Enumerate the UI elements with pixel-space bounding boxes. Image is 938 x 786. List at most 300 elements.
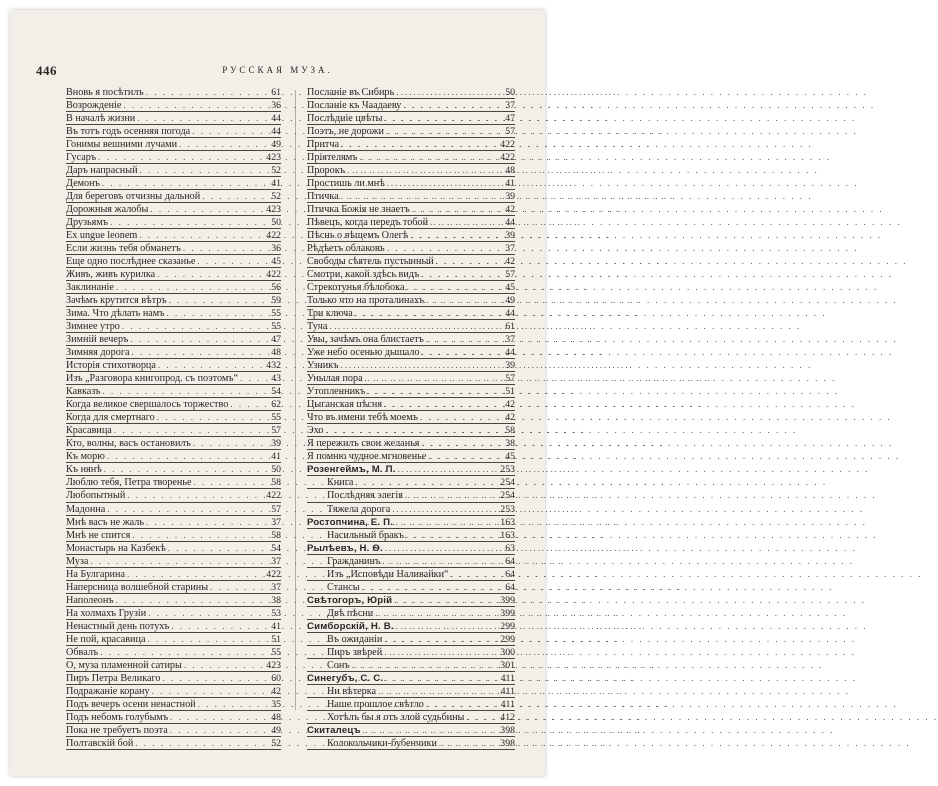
dot-leader	[230, 398, 261, 410]
entry-title: Даръ напрасный	[66, 165, 138, 177]
author-name: Синегубъ, С. С.	[307, 672, 384, 684]
entry-title: В началѣ жизни	[66, 113, 136, 125]
index-entry	[66, 411, 281, 424]
index-author-entry	[307, 542, 515, 555]
entry-title: Гусаръ	[66, 152, 97, 164]
dot-leader	[386, 125, 495, 137]
index-entry	[307, 281, 515, 294]
index-entry	[307, 555, 515, 568]
page-ref: 253	[500, 503, 515, 515]
index-entry	[66, 555, 281, 568]
index-entry	[307, 737, 515, 750]
page-ref: 49	[505, 295, 515, 307]
entry-title: Уже небо осенью дышало	[307, 347, 420, 359]
page-ref: 163	[500, 529, 515, 541]
page-ref: 422	[266, 230, 281, 242]
page-ref: 35	[271, 698, 281, 710]
page-ref: 55	[271, 646, 281, 658]
page-ref: 58	[271, 477, 281, 489]
page-ref: 422	[266, 568, 281, 580]
entry-title: Насильный бракъ	[327, 529, 404, 541]
index-entry	[307, 489, 515, 502]
index-entry	[307, 581, 515, 594]
page-ref: 48	[505, 165, 515, 177]
index-entry	[66, 164, 281, 177]
index-entry	[66, 372, 281, 385]
index-entry	[66, 216, 281, 229]
page-ref: 48	[271, 347, 281, 359]
page-ref: 37	[505, 334, 515, 346]
index-entry	[307, 372, 515, 385]
page-ref: 47	[271, 334, 281, 346]
entry-title: Посланіе въ Сибирь	[307, 87, 395, 98]
dot-leader	[378, 685, 495, 697]
page-ref: 45	[271, 256, 281, 268]
entry-title: Не пой, красавица	[66, 633, 146, 645]
index-author-entry	[307, 672, 515, 685]
page-ref: 422	[266, 269, 281, 281]
dot-leader	[194, 476, 261, 488]
dot-leader	[405, 489, 495, 501]
index-entry	[66, 737, 281, 750]
page-ref: 55	[271, 412, 281, 424]
index-entry	[66, 294, 281, 307]
dot-leader	[394, 594, 495, 606]
entry-title: Подъ вечеръ осени ненастной	[66, 698, 196, 710]
page-ref: 300	[500, 646, 515, 658]
index-entry	[66, 86, 281, 99]
dot-leader	[412, 203, 495, 215]
page-ref: 52	[271, 191, 281, 203]
entry-title: Свободы сѣятель пустынный	[307, 256, 434, 268]
index-entry	[66, 503, 281, 516]
entry-title: Ех ungue leonem	[66, 230, 138, 242]
entry-title: Если жизнь тебя обманетъ	[66, 243, 181, 255]
page-ref: 62	[271, 399, 281, 411]
dot-leader	[422, 346, 495, 358]
entry-title: Зачѣмъ крутится вѣтръ	[66, 295, 167, 307]
index-entry	[307, 203, 515, 216]
dot-leader	[384, 646, 495, 658]
index-entry	[66, 711, 281, 724]
entry-title: Только что на проталинахъ	[307, 295, 424, 307]
page-number: 446	[36, 63, 57, 78]
index-entry	[66, 607, 281, 620]
page-ref: 36	[271, 100, 281, 112]
page-ref: 299	[500, 620, 515, 632]
index-entry	[66, 450, 281, 463]
dot-leader	[140, 164, 261, 176]
dot-leader	[107, 450, 261, 462]
index-entry	[307, 242, 515, 255]
dot-leader	[466, 711, 495, 723]
dot-leader	[157, 268, 261, 280]
dot-leader	[210, 581, 261, 593]
entry-title: Книга	[327, 477, 354, 489]
page-ref: 57	[271, 503, 281, 515]
index-entry	[66, 398, 281, 411]
entry-title: Зимній вечеръ	[66, 334, 129, 346]
page-ref: 60	[271, 672, 281, 684]
dot-leader	[347, 164, 495, 176]
entry-title: Пѣвецъ, когда передъ тобой	[307, 217, 429, 229]
dot-leader	[410, 229, 495, 241]
dot-leader	[406, 281, 495, 293]
entry-title: Изъ „Исповѣди Наливайки“	[327, 568, 449, 580]
index-entry	[66, 255, 281, 268]
dot-leader	[158, 359, 261, 371]
entry-title: Эхо	[307, 425, 324, 437]
dot-leader	[127, 489, 261, 501]
dot-leader	[183, 242, 261, 254]
dot-leader	[184, 659, 261, 671]
dot-leader	[355, 307, 495, 319]
page-ref: 47	[505, 113, 515, 125]
dot-leader	[326, 424, 495, 436]
dot-leader	[132, 529, 261, 541]
index-entry	[307, 255, 515, 268]
dot-leader	[430, 216, 495, 228]
dot-leader	[169, 294, 261, 306]
dot-leader	[422, 437, 496, 449]
entry-title: Къ морю	[66, 451, 105, 463]
entry-title: Три ключа	[307, 308, 353, 320]
index-entry	[307, 437, 515, 450]
dot-leader	[157, 411, 261, 423]
entry-title: Пиръ звѣрей	[327, 646, 383, 658]
page-ref: 43	[271, 373, 281, 385]
index-author-entry	[307, 620, 515, 633]
entry-title: Красавица	[66, 425, 112, 437]
index-entry	[307, 476, 515, 489]
page-ref: 38	[271, 594, 281, 606]
entry-title: Подъ небомъ голубымъ	[66, 711, 169, 723]
page-ref: 38	[505, 438, 515, 450]
entry-title: Монастырь на Казбекѣ	[66, 542, 166, 554]
page-ref: 51	[271, 633, 281, 645]
entry-title: Птичка Божія не знаетъ	[307, 204, 410, 216]
page-ref: 41	[271, 451, 281, 463]
entry-title: Зимнее утро	[66, 321, 120, 333]
page-ref: 432	[266, 360, 281, 372]
dot-leader	[148, 633, 262, 645]
page-ref: 58	[505, 425, 515, 437]
page-ref: 39	[505, 191, 515, 203]
entry-title: Исторія стихотворца	[66, 360, 156, 372]
dot-leader	[114, 424, 261, 436]
entry-title: Мнѣ васъ не жаль	[66, 516, 145, 528]
entry-title: Друзьямъ	[66, 217, 109, 229]
page-ref: 301	[500, 659, 515, 671]
entry-title: Стрекотунья бѣлобока	[307, 282, 405, 294]
page-ref: 44	[271, 126, 281, 138]
dot-leader	[426, 698, 495, 710]
index-entry	[66, 685, 281, 698]
index-entry	[66, 151, 281, 164]
page-ref: 253	[500, 464, 515, 476]
page-ref: 44	[271, 113, 281, 125]
entry-title: Обвалъ	[66, 646, 99, 658]
page-ref: 45	[505, 451, 515, 463]
entry-title: Муза	[66, 555, 89, 567]
entry-title: Простишь ли мнѣ	[307, 178, 385, 190]
index-entry	[307, 659, 515, 672]
index-author-entry	[307, 724, 515, 737]
entry-title: Зима. Что дѣлать намъ	[66, 308, 165, 320]
entry-title: Туча	[307, 321, 328, 333]
dot-leader	[426, 333, 495, 345]
dot-leader	[367, 385, 495, 397]
dot-leader	[146, 516, 261, 528]
index-entry	[307, 646, 515, 659]
index-entry	[307, 359, 515, 372]
dot-leader	[168, 542, 261, 554]
dot-leader	[384, 112, 495, 124]
index-entry	[66, 633, 281, 646]
dot-leader	[170, 724, 261, 736]
index-entry	[307, 86, 515, 99]
page-ref: 423	[266, 659, 281, 671]
index-entry	[66, 99, 281, 112]
index-entry	[66, 177, 281, 190]
page-ref: 411	[500, 672, 515, 684]
dot-leader	[420, 411, 495, 423]
dot-leader	[359, 151, 495, 163]
entry-title: Ненастный день потухъ	[66, 620, 170, 632]
index-entry	[307, 294, 515, 307]
index-entry	[307, 125, 515, 138]
entry-title: Подражаніе корану	[66, 685, 150, 697]
entry-title: Гонимы вешними лучами	[66, 139, 178, 151]
author-name: Свѣтогоръ, Юрій	[307, 594, 393, 606]
page-ref: 299	[500, 633, 515, 645]
entry-title: Стансы	[327, 581, 360, 593]
dot-leader	[352, 659, 495, 671]
entry-title: Когда для смертнаго	[66, 412, 155, 424]
dot-leader	[340, 359, 495, 371]
page-ref: 39	[505, 230, 515, 242]
index-entry	[307, 138, 515, 151]
dot-leader	[421, 268, 495, 280]
entry-title: Еще одно послѣднее сказанье	[66, 256, 196, 268]
index-entry	[66, 724, 281, 737]
dot-leader	[403, 99, 495, 111]
dot-leader	[365, 372, 495, 384]
entry-title: Я пережилъ свои желанья	[307, 438, 420, 450]
entry-title: Люблю тебя, Петра твореньe	[66, 477, 192, 489]
entry-title: Заклинаніе	[66, 282, 114, 294]
index-entry	[307, 503, 515, 516]
index-entry	[307, 346, 515, 359]
entry-title: Наперсница волшебной старины	[66, 581, 209, 593]
page-ref: 50	[505, 87, 515, 98]
dot-leader	[363, 724, 495, 736]
index-entry	[66, 659, 281, 672]
book-page	[10, 10, 545, 776]
entry-title: Послѣдніе цвѣты	[307, 113, 383, 125]
page-ref: 42	[505, 412, 515, 424]
page-ref: 55	[271, 308, 281, 320]
index-entry	[66, 112, 281, 125]
entry-title: Зимняя дорога	[66, 347, 130, 359]
page-ref: 53	[271, 607, 281, 619]
entry-title: Въ ожиданіи	[327, 633, 383, 645]
index-entry	[66, 529, 281, 542]
page-ref: 398	[500, 737, 515, 749]
entry-title: Что въ имени тебѣ моемъ	[307, 412, 418, 424]
dot-leader	[193, 437, 261, 449]
entry-title: Къ нянѣ	[66, 464, 102, 476]
dot-leader	[385, 672, 495, 684]
running-title: РУССКАЯ МУЗА.	[222, 65, 333, 75]
index-column-right	[307, 86, 515, 750]
entry-title: Утопленникъ	[307, 386, 366, 398]
dot-leader	[127, 568, 261, 580]
entry-title: Гражданинъ	[327, 555, 381, 567]
index-entry	[307, 685, 515, 698]
page-ref: 48	[271, 711, 281, 723]
author-name: Рылѣевъ, Н. Ѳ.	[307, 542, 383, 554]
page-ref: 44	[505, 217, 515, 229]
page-ref: 63	[505, 542, 515, 554]
dot-leader	[240, 372, 261, 384]
page-ref: 37	[505, 100, 515, 112]
page-ref: 39	[271, 438, 281, 450]
entry-title: Увы, зачѣмъ она блистаетъ	[307, 334, 424, 346]
entry-title: Колокольчики-бубенчики	[327, 737, 437, 749]
index-entry	[66, 424, 281, 437]
index-entry	[66, 346, 281, 359]
page-ref: 37	[271, 581, 281, 593]
index-author-entry	[307, 594, 515, 607]
page-ref: 37	[271, 555, 281, 567]
entry-title: Пиръ Петра Великаго	[66, 672, 161, 684]
author-name: Ростопчина, Е. П.	[307, 516, 394, 528]
index-entry	[66, 359, 281, 372]
page-ref: 57	[505, 373, 515, 385]
page-ref: 411	[500, 685, 515, 697]
page-ref: 42	[505, 256, 515, 268]
index-entry	[66, 437, 281, 450]
index-entry	[66, 476, 281, 489]
entry-title: На Булгарина	[66, 568, 125, 580]
page-ref: 37	[505, 243, 515, 255]
dot-leader	[362, 581, 495, 593]
dot-leader	[395, 516, 495, 528]
dot-leader	[396, 620, 495, 632]
index-entry	[66, 125, 281, 138]
index-entry	[307, 112, 515, 125]
page-ref: 399	[500, 607, 515, 619]
page-ref: 61	[505, 321, 515, 333]
index-entry	[307, 229, 515, 242]
index-entry	[66, 568, 281, 581]
dot-leader	[436, 255, 495, 267]
dot-leader	[123, 99, 261, 111]
index-entry	[307, 99, 515, 112]
index-entry	[307, 424, 515, 437]
dot-leader	[396, 86, 495, 98]
index-entry	[66, 190, 281, 203]
entry-title: Пророкъ	[307, 165, 345, 177]
entry-title: Наше прошлое свѣтло	[327, 698, 424, 710]
dot-leader	[202, 190, 261, 202]
dot-leader	[398, 463, 495, 475]
index-entry	[307, 633, 515, 646]
dot-leader	[107, 503, 261, 515]
dot-leader	[426, 294, 495, 306]
page-ref: 422	[500, 139, 515, 151]
index-entry	[66, 281, 281, 294]
entry-title: Смотри, какой здѣсь видъ	[307, 269, 420, 281]
entry-title: Посланіе къ Чаадаеву	[307, 100, 402, 112]
dot-leader	[146, 86, 261, 98]
entry-title: Рѣдѣетъ облаковъ	[307, 243, 385, 255]
index-entry	[307, 333, 515, 346]
dot-leader	[179, 138, 261, 150]
dot-leader	[329, 320, 495, 332]
entry-title: Двѣ пѣсни	[327, 607, 374, 619]
page-ref: 163	[500, 516, 515, 528]
page-ref: 42	[505, 204, 515, 216]
index-entry	[66, 268, 281, 281]
dot-leader	[451, 568, 495, 580]
dot-leader	[171, 620, 261, 632]
index-entry	[307, 190, 515, 203]
index-author-entry	[307, 463, 515, 476]
dot-leader	[148, 607, 261, 619]
entry-title: Хотѣлъ бы я отъ злой судьбины	[327, 711, 465, 723]
dot-leader	[392, 503, 495, 515]
entry-title: Изъ „Разговора книгопрод. съ поэтомъ“	[66, 373, 239, 385]
entry-title: Тяжела дорога	[327, 503, 391, 515]
page-ref: 49	[271, 139, 281, 151]
index-entry	[66, 463, 281, 476]
dot-leader	[152, 685, 261, 697]
dot-leader	[355, 476, 495, 488]
dot-leader	[116, 281, 261, 293]
index-entry	[307, 151, 515, 164]
page-ref: 61	[271, 87, 281, 98]
entry-title: Возрожденіе	[66, 100, 122, 112]
page-ref: 52	[271, 165, 281, 177]
entry-title: Для береговъ отчизны дальной	[66, 191, 201, 203]
entry-title: Полтавскій бой	[66, 737, 134, 749]
entry-title: Притча	[307, 139, 340, 151]
page-ref: 64	[505, 581, 515, 593]
dot-leader	[341, 190, 495, 202]
dot-leader	[387, 242, 495, 254]
entry-title: Цыганская пѣсня	[307, 399, 383, 411]
index-entry	[307, 607, 515, 620]
dot-leader	[98, 151, 261, 163]
page-header	[10, 10, 545, 80]
page-ref: 37	[271, 516, 281, 528]
page-ref: 58	[271, 529, 281, 541]
page-ref: 45	[505, 282, 515, 294]
index-entry	[66, 138, 281, 151]
index-entry	[307, 411, 515, 424]
index-entry	[66, 229, 281, 242]
page-ref: 39	[505, 360, 515, 372]
entry-title: Мнѣ не спится	[66, 529, 131, 541]
dot-leader	[387, 177, 495, 189]
entry-title: Мадонна	[66, 503, 106, 515]
page-ref: 49	[271, 724, 281, 736]
page-ref: 57	[505, 269, 515, 281]
page-ref: 57	[505, 126, 515, 138]
entry-title: Кто, волны, васъ остановилъ	[66, 438, 191, 450]
